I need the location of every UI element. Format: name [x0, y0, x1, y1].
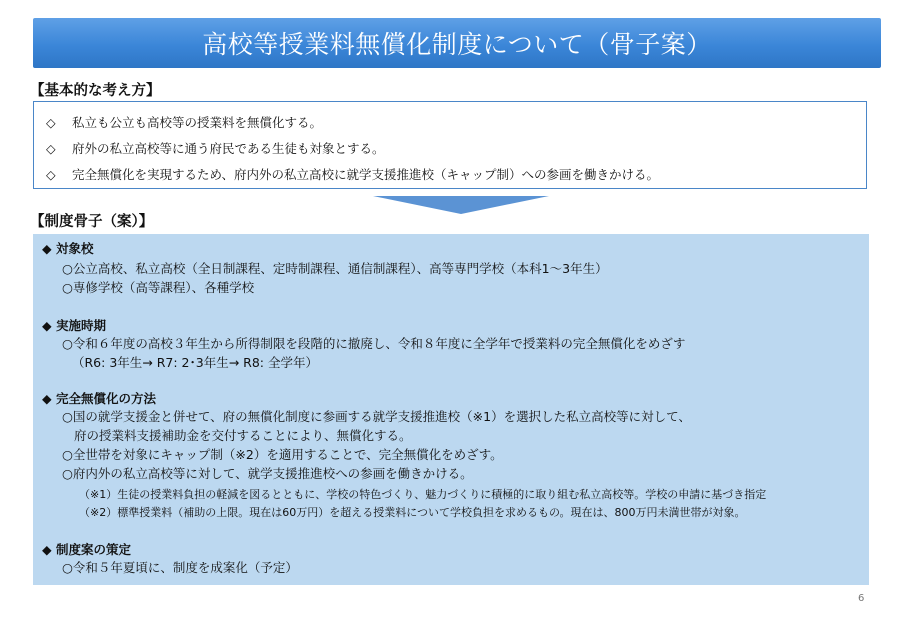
basic-item-text: 私立も公立も高校等の授業料を無償化する。	[72, 115, 323, 130]
basic-item-text: 府外の私立高校等に通う府民である生徒も対象とする。	[72, 141, 385, 156]
basic-item	[46, 139, 385, 157]
timing-line: ○令和６年度の高校３年生から所得制限を段階的に撤廃し、令和８年度に全学年で授業料の完全無償化をめざす	[62, 336, 686, 351]
framework-box	[33, 234, 869, 585]
method-line: ○府内外の私立高校等に対して、就学支援推進校への参画を働きかける。	[62, 466, 473, 481]
basic-principles-box	[33, 101, 867, 189]
formulation-line: ○令和５年夏頃に、制度を成案化（予定）	[62, 560, 298, 575]
timing-heading: ◆ 実施時期	[42, 318, 106, 333]
formulation-heading: ◆ 制度案の策定	[42, 542, 131, 557]
diamond-outline-icon: ◇	[46, 167, 56, 182]
method-line: ○全世帯を対象にキャップ制（※2）を適用することで、完全無償化をめざす。	[62, 447, 503, 462]
method-line: 府の授業料支援補助金を交付することにより、無償化する。	[74, 428, 412, 443]
timing-line: （R6: 3年生→ R7: 2･3年生→ R8: 全学年）	[72, 355, 318, 370]
method-line: ○国の就学支援金と併せて、府の無償化制度に参画する就学支援推進校（※1）を選択した私立高校等に対して、	[62, 409, 691, 424]
basic-item	[46, 165, 659, 183]
method-footnote: （※2）標準授業料（補助の上限。現在は60万円）を超える授業料について学校負担を求めるもの。現在は、800万円未満世帯が対象。	[79, 506, 746, 519]
basic-item-text: 完全無償化を実現するため、府内外の私立高校に就学支援推進校（キャップ制）への参画を働きかける。	[72, 167, 660, 182]
method-heading: ◆ 完全無償化の方法	[42, 391, 156, 406]
page-title: 高校等授業料無償化制度について（骨子案）	[202, 30, 712, 59]
page-number: 6	[858, 593, 865, 604]
title-banner	[33, 18, 881, 68]
diamond-outline-icon: ◇	[46, 115, 56, 130]
basic-heading: 【基本的な考え方】	[30, 83, 161, 99]
target-line: ○公立高校、私立高校（全日制課程、定時制課程、通信制課程）、高等専門学校（本科1～3年生）	[62, 261, 608, 276]
down-arrow-icon	[373, 196, 549, 214]
diamond-outline-icon: ◇	[46, 141, 56, 156]
target-line: ○専修学校（高等課程）、各種学校	[62, 280, 255, 295]
method-footnote: （※1）生徒の授業料負担の軽減を図るとともに、学校の特色づくり、魅力づくりに積極的に取り組む私立高校等。学校の申請に基づき指定	[79, 488, 767, 501]
framework-heading: 【制度骨子（案）】	[30, 214, 154, 230]
target-schools-heading: ◆ 対象校	[42, 241, 94, 256]
basic-item	[46, 113, 322, 131]
